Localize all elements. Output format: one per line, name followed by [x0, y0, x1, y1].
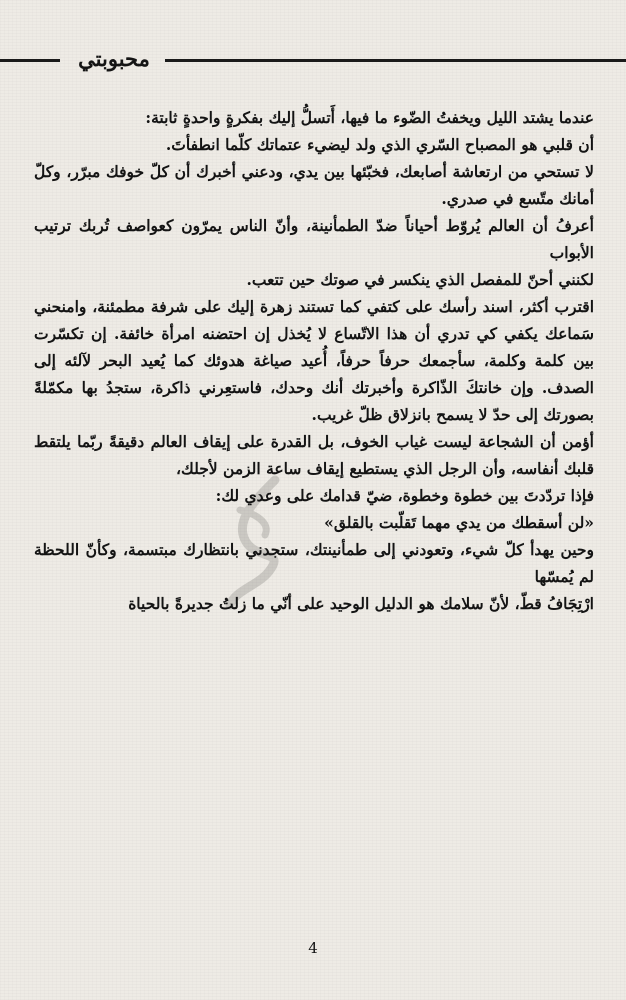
paragraph: أعرفُ أن العالم يُروّط أحياناً ضدّ الطمأنينة، وأنّ الناس يمرّون كعواصف تُربك ترتيب الأبواب — [34, 216, 594, 262]
paragraph: أؤمن أن الشجاعة ليست غياب الخوف، بل القدرة على إيقاف العالم دقيقةً ربّما يلتقط قلبك أنفاسه، وأن الرجل الذي يستطيع إيقاف ساعة الزمن لأجلك، — [34, 432, 594, 478]
paragraph: «لن أسقطك من يدي مهما تَقلّبت بالقلق» — [324, 513, 594, 532]
paragraph: لكنني أحنّ للمفصل الذي ينكسر في صوتك حين تتعب. — [246, 270, 594, 289]
paragraph: عندما يشتد الليل ويخفتُ الضّوء ما فيها، أَتسلُّ إليك بفكرةٍ واحدةٍ ثابتة: — [145, 108, 594, 127]
body-text — [34, 104, 594, 617]
paragraph: وحين يهدأ كلّ شيء، وتعودني إلى طمأنينتك، ستجدني بانتظارك مبتسمة، وكأنّ اللحظة لم يُمسّها — [34, 540, 594, 586]
paragraph: أن قلبي هو المصباح السّري الذي ولد ليضيء عتماتك كلّما انطفأتَ. — [165, 135, 594, 154]
page-header — [0, 44, 626, 94]
paragraph: لا تستحي من ارتعاشة أصابعك، فخبّئها بين يدي، ودعني أخبرك أن كلّ خوفك مبرّر، وكلّ أمانك متّسع في صدري. — [34, 162, 594, 208]
paragraph: فإذا تردّدتَ بين خطوة وخطوة، ضيّ قدامك على وعدي لك: — [215, 486, 594, 505]
chapter-title: محبوبتي — [78, 46, 150, 71]
paragraph: اقترب أكثر، اسند رأسك على كتفي كما تستند زهرة إليك على شرفة مطمئنة، وامنحني سَماعك يكفي كي تدري أن هذا الاتّساع لا يُخذل إن احتضنه امرأة خائفة. إن تكسّرت بين كلمة وكلمة، سأجمعك حرفاً حرفاً، أُعيد صياغة هدوئك كما يُعيد البحر لآلئه إلى الصدف. وإن خانتكَ الذّاكرة وأخبرتك أنك وحدك، فاستعِرني ذاكرة، ستجدُ بها مكمّلةً بصورتك إلى حدّ لا يسمح بانزلاق ظلّ غريب. — [34, 297, 594, 424]
page-number: 4 — [308, 939, 318, 957]
header-rule-left — [0, 59, 60, 62]
paragraph: ارْتِجَافُ قطّ، لأنّ سلامك هو الدليل الوحيد على أنّي ما زلتُ جديرةً بالحياة — [128, 594, 594, 613]
header-rule-right — [165, 59, 626, 62]
